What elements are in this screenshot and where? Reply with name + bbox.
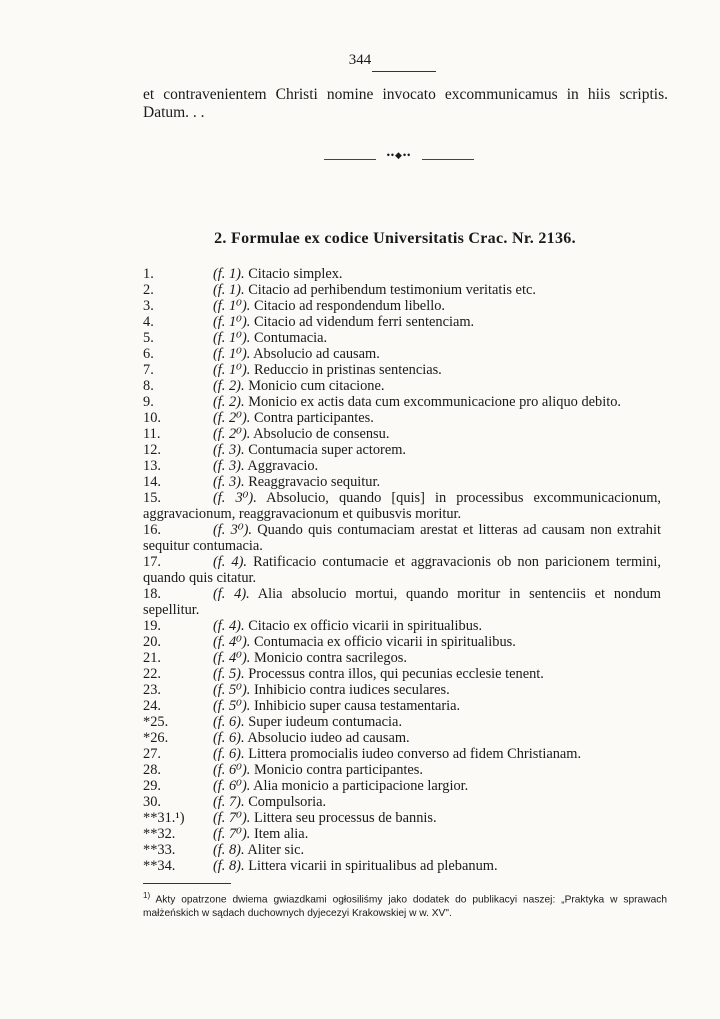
item-title: Alia monicio a participacione largior. [253,778,469,794]
item-title: Processus contra illos, qui pecunias ecclesie tenent. [248,666,544,682]
item-title: Compulsoria. [248,794,327,810]
list-item [143,586,661,618]
item-title: Littera seu processus de bannis. [253,810,437,826]
item-number: **34. [143,858,176,874]
item-number: 8. [143,378,154,394]
list-item [143,442,661,458]
item-title: Littera promocialis iudeo converso ad fidem Christianam. [248,746,582,762]
item-title: Contumacia ex officio vicarii in spiritualibus. [253,634,516,650]
item-number: 14. [143,474,161,490]
list-item [143,490,661,522]
list-item [143,314,661,330]
list-item [143,650,661,666]
item-title: Absolucio iudeo ad causam. [247,730,410,746]
item-title: Monicio ex actis data cum excommunicacione pro aliquo debito. [248,394,622,410]
item-title: Reaggravacio sequitur. [248,474,381,490]
folio-reference: (f. 8). [213,858,245,874]
folio-reference: (f. 3). [213,442,245,458]
folio-reference: (f. 4). [213,554,248,570]
item-title: Contumacia. [253,330,328,346]
item-number: 7. [143,362,154,378]
folio-reference: (f. 2⁰). [213,410,251,426]
folio-reference: (f. 7⁰). [213,810,251,826]
folio-reference: (f. 6⁰). [213,762,251,778]
separator-line-left [324,159,376,160]
section-separator [324,150,474,164]
item-title: Monicio contra sacrilegos. [253,650,408,666]
item-title: Citacio ex officio vicarii in spiritualibus. [248,618,483,634]
list-item [143,458,661,474]
folio-reference: (f. 7⁰). [213,826,251,842]
folio-reference: (f. 1⁰). [213,362,251,378]
folio-reference: (f. 5⁰). [213,698,251,714]
folio-reference: (f. 5). [213,666,245,682]
separator-ornament: ••◆•• [386,150,412,160]
folio-reference: (f. 4). [213,586,250,602]
item-title: Alia absolucio mortui, quando moritur in sentenciis et nondum sepellitur. [143,586,661,618]
footnote [143,889,667,921]
folio-reference: (f. 1⁰). [213,330,251,346]
item-number: 18. [143,586,161,602]
intro-paragraph: et contravenientem Christi nomine invocato excommunicamus in hiis scriptis. Datum. . . [143,86,668,121]
item-title: Contumacia super actorem. [248,442,407,458]
item-number: 21. [143,650,161,666]
item-number: 12. [143,442,161,458]
item-number: 2. [143,282,154,298]
folio-reference: (f. 3⁰). [213,490,257,506]
list-item [143,330,661,346]
item-title: Reduccio in pristinas sentencias. [253,362,442,378]
item-title: Inhibicio super causa testamentaria. [253,698,461,714]
folio-reference: (f. 3⁰). [213,522,252,538]
item-title: Citacio simplex. [248,266,343,282]
list-item [143,282,661,298]
folio-reference: (f. 2⁰). [213,426,251,442]
item-title: Aliter sic. [247,842,305,858]
item-number: 17. [143,554,161,570]
item-title: Absolucio de consensu. [253,426,390,442]
list-item [143,778,661,794]
item-number: **31.¹) [143,810,185,826]
item-number: 9. [143,394,154,410]
item-number: 10. [143,410,161,426]
folio-reference: (f. 5⁰). [213,682,251,698]
list-item [143,698,661,714]
list-item [143,730,661,746]
folio-reference: (f. 8). [213,842,245,858]
item-number: 4. [143,314,154,330]
item-number: *25. [143,714,169,730]
footnote-rule [143,883,231,884]
list-item [143,762,661,778]
item-number: 15. [143,490,161,506]
folio-reference: (f. 1⁰). [213,346,251,362]
list-item [143,746,661,762]
list-item [143,410,661,426]
list-item [143,266,661,282]
list-item [143,858,661,874]
list-item [143,842,661,858]
item-title: Absolucio ad causam. [253,346,380,362]
item-number: 13. [143,458,161,474]
list-item [143,362,661,378]
item-number: *26. [143,730,169,746]
item-title: Littera vicarii in spiritualibus ad plebanum. [248,858,498,874]
item-title: Ratificacio contumacie et aggravacionis ob non paricionem termini, quando quis citatur. [143,554,661,586]
list-item [143,298,661,314]
list-item [143,826,661,842]
folio-reference: (f. 6⁰). [213,778,251,794]
item-title: Monicio cum citacione. [248,378,385,394]
footnote-text: Akty opatrzone dwiema gwiazdkami ogłosiliśmy jako dodatek do publikacyi naszej: „Praktyka w sprawach małżeńskich w sądach duchownych dyjecezyi Krakowskiej w w. XV". [143,894,667,920]
item-title: Quando quis contumaciam arestat et litteras ad causam non extrahit sequitur contumacia. [143,522,661,554]
list-item [143,634,661,650]
folio-reference: (f. 4⁰). [213,650,251,666]
item-title: Citacio ad videndum ferri sentenciam. [253,314,475,330]
list-item [143,346,661,362]
folio-reference: (f. 3). [213,474,245,490]
item-title: Item alia. [253,826,309,842]
folio-reference: (f. 4). [213,618,245,634]
formula-list [143,266,661,874]
folio-reference: (f. 7). [213,794,245,810]
item-title: Contra participantes. [253,410,374,426]
item-number: 22. [143,666,161,682]
folio-reference: (f. 1⁰). [213,298,251,314]
folio-reference: (f. 2). [213,394,245,410]
item-number: 6. [143,346,154,362]
list-item [143,794,661,810]
item-number: 19. [143,618,161,634]
item-number: 24. [143,698,161,714]
item-number: 29. [143,778,161,794]
item-title: Super iudeum contumacia. [248,714,403,730]
item-number: 30. [143,794,161,810]
item-number: **32. [143,826,176,842]
item-title: Monicio contra participantes. [253,762,423,778]
page-number-rule [372,71,436,72]
folio-reference: (f. 3). [213,458,245,474]
item-title: Citacio ad perhibendum testimonium veritatis etc. [248,282,536,298]
footnote-marker: 1) [143,891,151,900]
list-item [143,522,661,554]
list-item [143,666,661,682]
item-title: Absolucio, quando [quis] in processibus excommunicacionum, aggravacionum, reaggravacionum et quibusvis moritur. [143,490,661,522]
folio-reference: (f. 1⁰). [213,314,251,330]
item-number: 23. [143,682,161,698]
folio-reference: (f. 1). [213,266,245,282]
item-title: Citacio ad respondendum libello. [253,298,445,314]
item-number: 11. [143,426,161,442]
folio-reference: (f. 1). [213,282,245,298]
list-item [143,378,661,394]
item-number: 3. [143,298,154,314]
folio-reference: (f. 6). [213,730,245,746]
list-item [143,554,661,586]
list-item [143,474,661,490]
folio-reference: (f. 2). [213,378,245,394]
separator-line-right [422,159,474,160]
item-number: 28. [143,762,161,778]
item-number: 20. [143,634,161,650]
list-item [143,394,661,410]
item-number: 16. [143,522,161,538]
item-title: Inhibicio contra iudices seculares. [253,682,450,698]
folio-reference: (f. 6). [213,746,245,762]
list-item [143,810,661,826]
item-number: 5. [143,330,154,346]
folio-reference: (f. 6). [213,714,245,730]
item-number: **33. [143,842,176,858]
list-item [143,682,661,698]
item-number: 27. [143,746,161,762]
list-item [143,714,661,730]
list-item [143,618,661,634]
item-title: Aggravacio. [247,458,319,474]
list-item [143,426,661,442]
folio-reference: (f. 4⁰). [213,634,251,650]
item-number: 1. [143,266,154,282]
page-number: 344 [348,52,372,68]
section-title: 2. Formulae ex codice Universitatis Crac. Nr. 2136. [214,230,576,247]
